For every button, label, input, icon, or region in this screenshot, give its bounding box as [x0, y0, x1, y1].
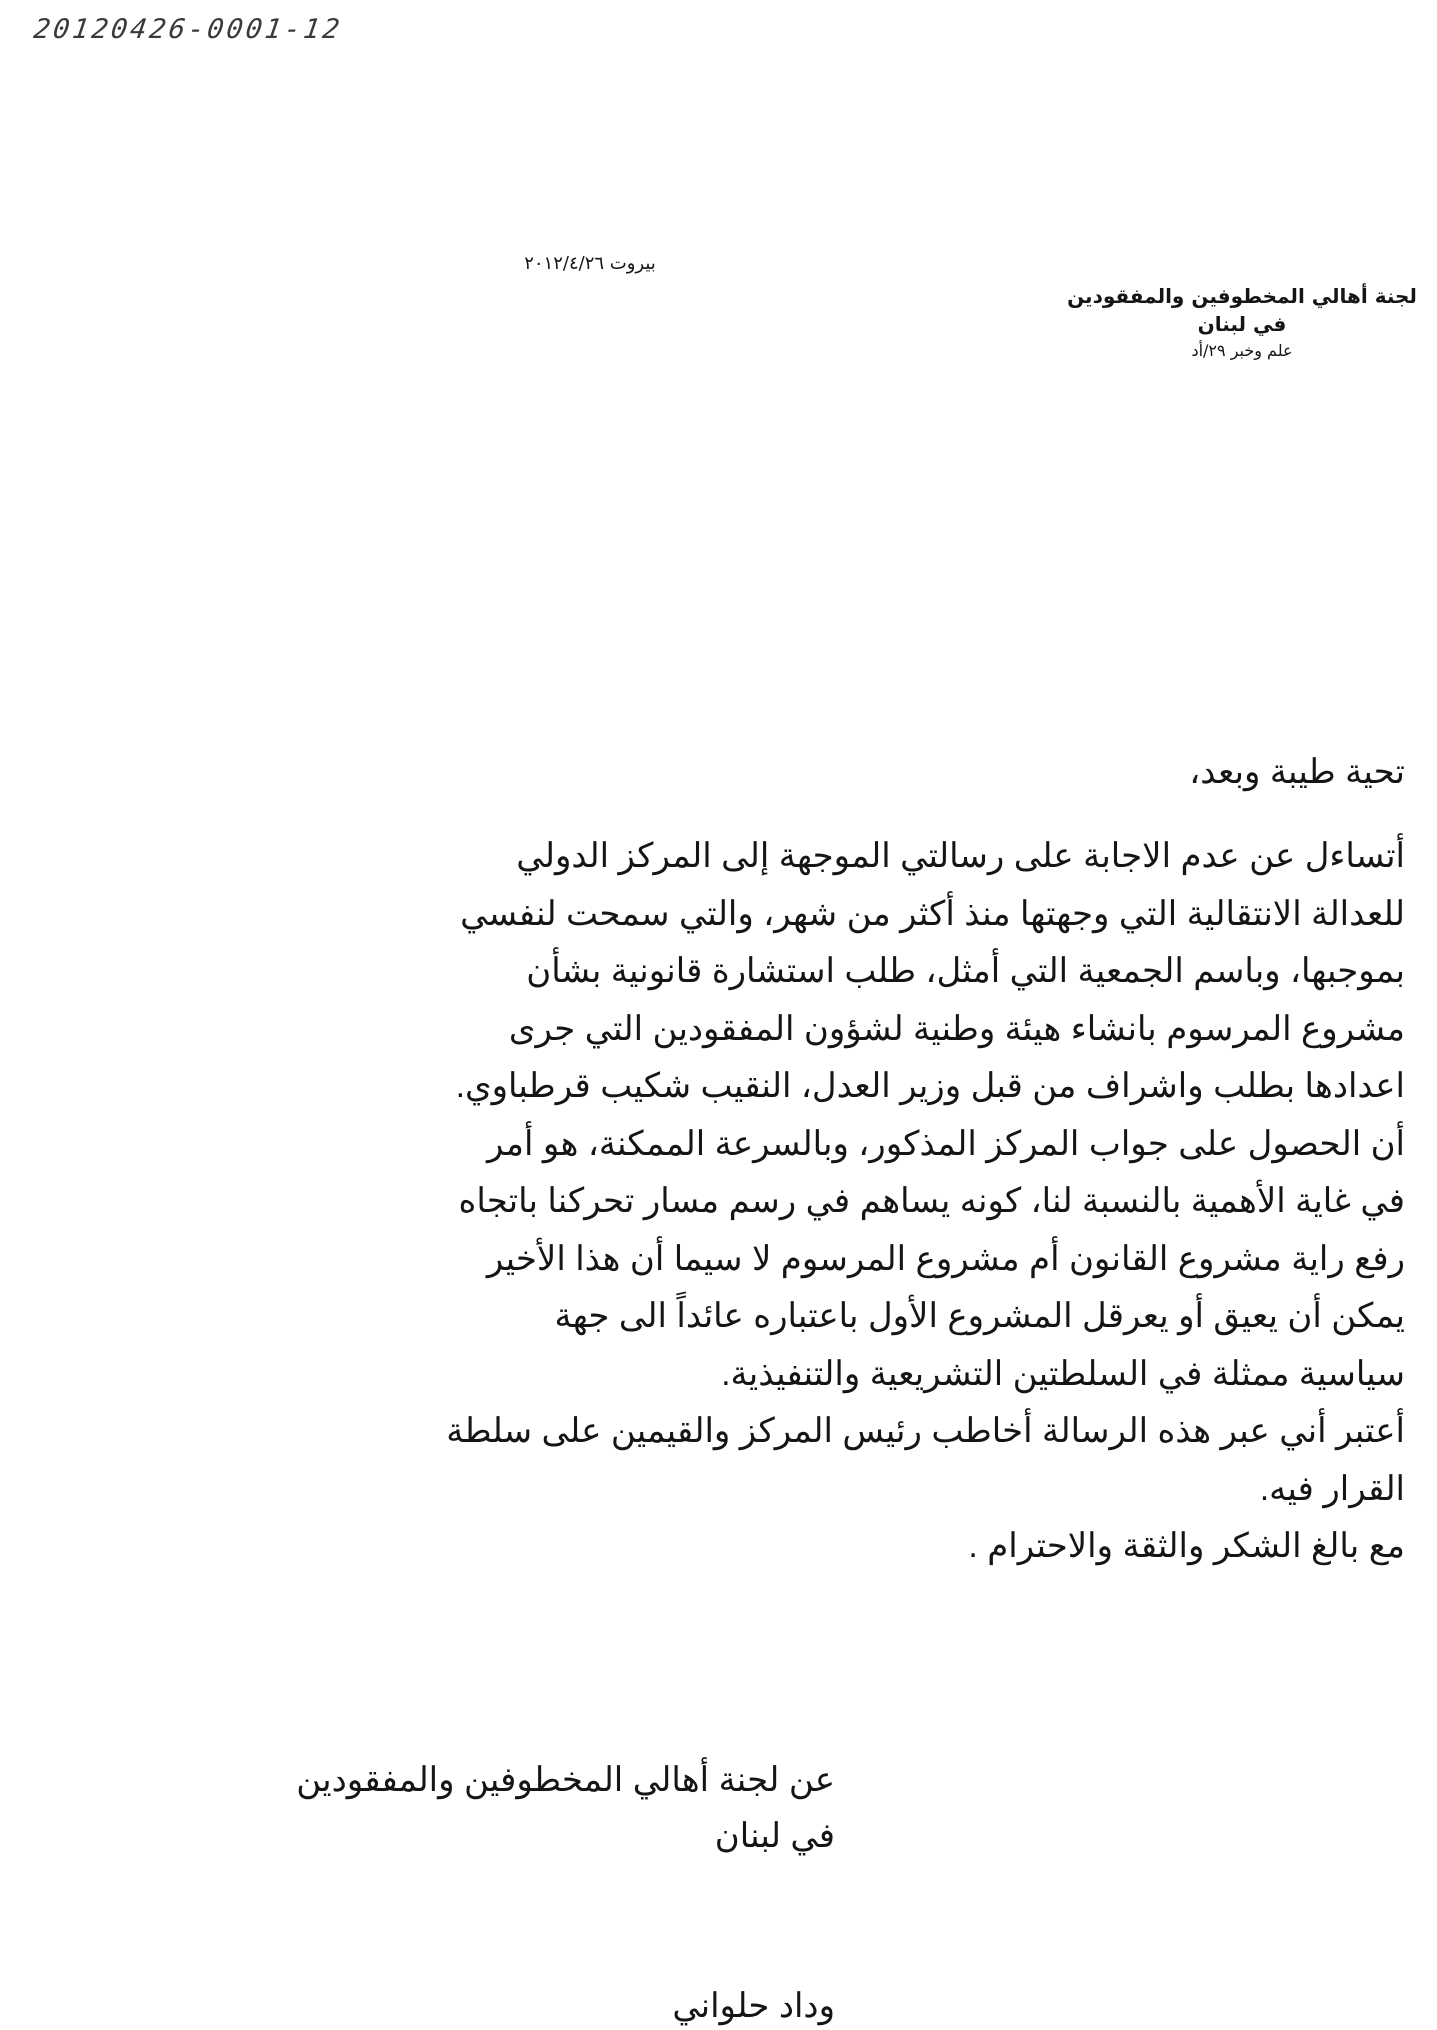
- body-line: اعدادها بطلب واشراف من قبل وزير العدل، النقيب شكيب قرطباوي.: [455, 1067, 1405, 1105]
- signature-block: [155, 1752, 835, 2030]
- body-line: أعتبر أني عبر هذه الرسالة أخاطب رئيس المركز والقيمين على سلطة: [446, 1412, 1405, 1450]
- signature-organization: عن لجنة أهالي المخطوفين والمفقودين: [296, 1761, 835, 1799]
- handwritten-reference-number: 20120426-0001-12: [31, 14, 345, 45]
- body-line: أتساءل عن عدم الاجابة على رسالتي الموجهة إلى المركز الدولي: [516, 837, 1405, 875]
- letter-body: [165, 744, 1405, 1576]
- salutation: تحية طيبة وبعد،: [1189, 753, 1405, 791]
- organization-place: في لبنان: [1197, 312, 1287, 336]
- body-line: مشروع المرسوم بانشاء هيئة وطنية لشؤون المفقودين التي جرى: [508, 1009, 1405, 1048]
- body-line: في غاية الأهمية بالنسبة لنا، كونه يساهم في رسم مسار تحركنا باتجاه: [458, 1182, 1405, 1220]
- body-line: سياسية ممثلة في السلطتين التشريعية والتنفيذية.: [721, 1354, 1405, 1393]
- body-line: يمكن أن يعيق أو يعرقل المشروع الأول باعتباره عائداً الى جهة: [554, 1297, 1405, 1335]
- signer-name: وداد حلواني: [672, 1987, 835, 2025]
- body-line: للعدالة الانتقالية التي وجهتها منذ أكثر من شهر، والتي سمحت لنفسي: [460, 894, 1405, 933]
- organization-header: [1062, 282, 1422, 362]
- organization-registration: علم وخبر ٢٩/أد: [1191, 341, 1293, 360]
- signature-place: في لبنان: [714, 1817, 835, 1855]
- closing-line: مع بالغ الشكر والثقة والاحترام .: [968, 1527, 1405, 1565]
- body-line: أن الحصول على جواب المركز المذكور، وبالسرعة الممكنة، هو أمر: [487, 1124, 1405, 1163]
- body-line: القرار فيه.: [1259, 1469, 1405, 1508]
- body-line: بموجبها، وباسم الجمعية التي أمثل، طلب استشارة قانونية بشأن: [526, 952, 1405, 990]
- date-line: بيروت ٢٠١٢/٤/٢٦: [524, 253, 656, 274]
- organization-name: لجنة أهالي المخطوفين والمفقودين: [1067, 284, 1417, 308]
- body-line: رفع راية مشروع القانون أم مشروع المرسوم لا سيما أن هذا الأخير: [486, 1239, 1405, 1278]
